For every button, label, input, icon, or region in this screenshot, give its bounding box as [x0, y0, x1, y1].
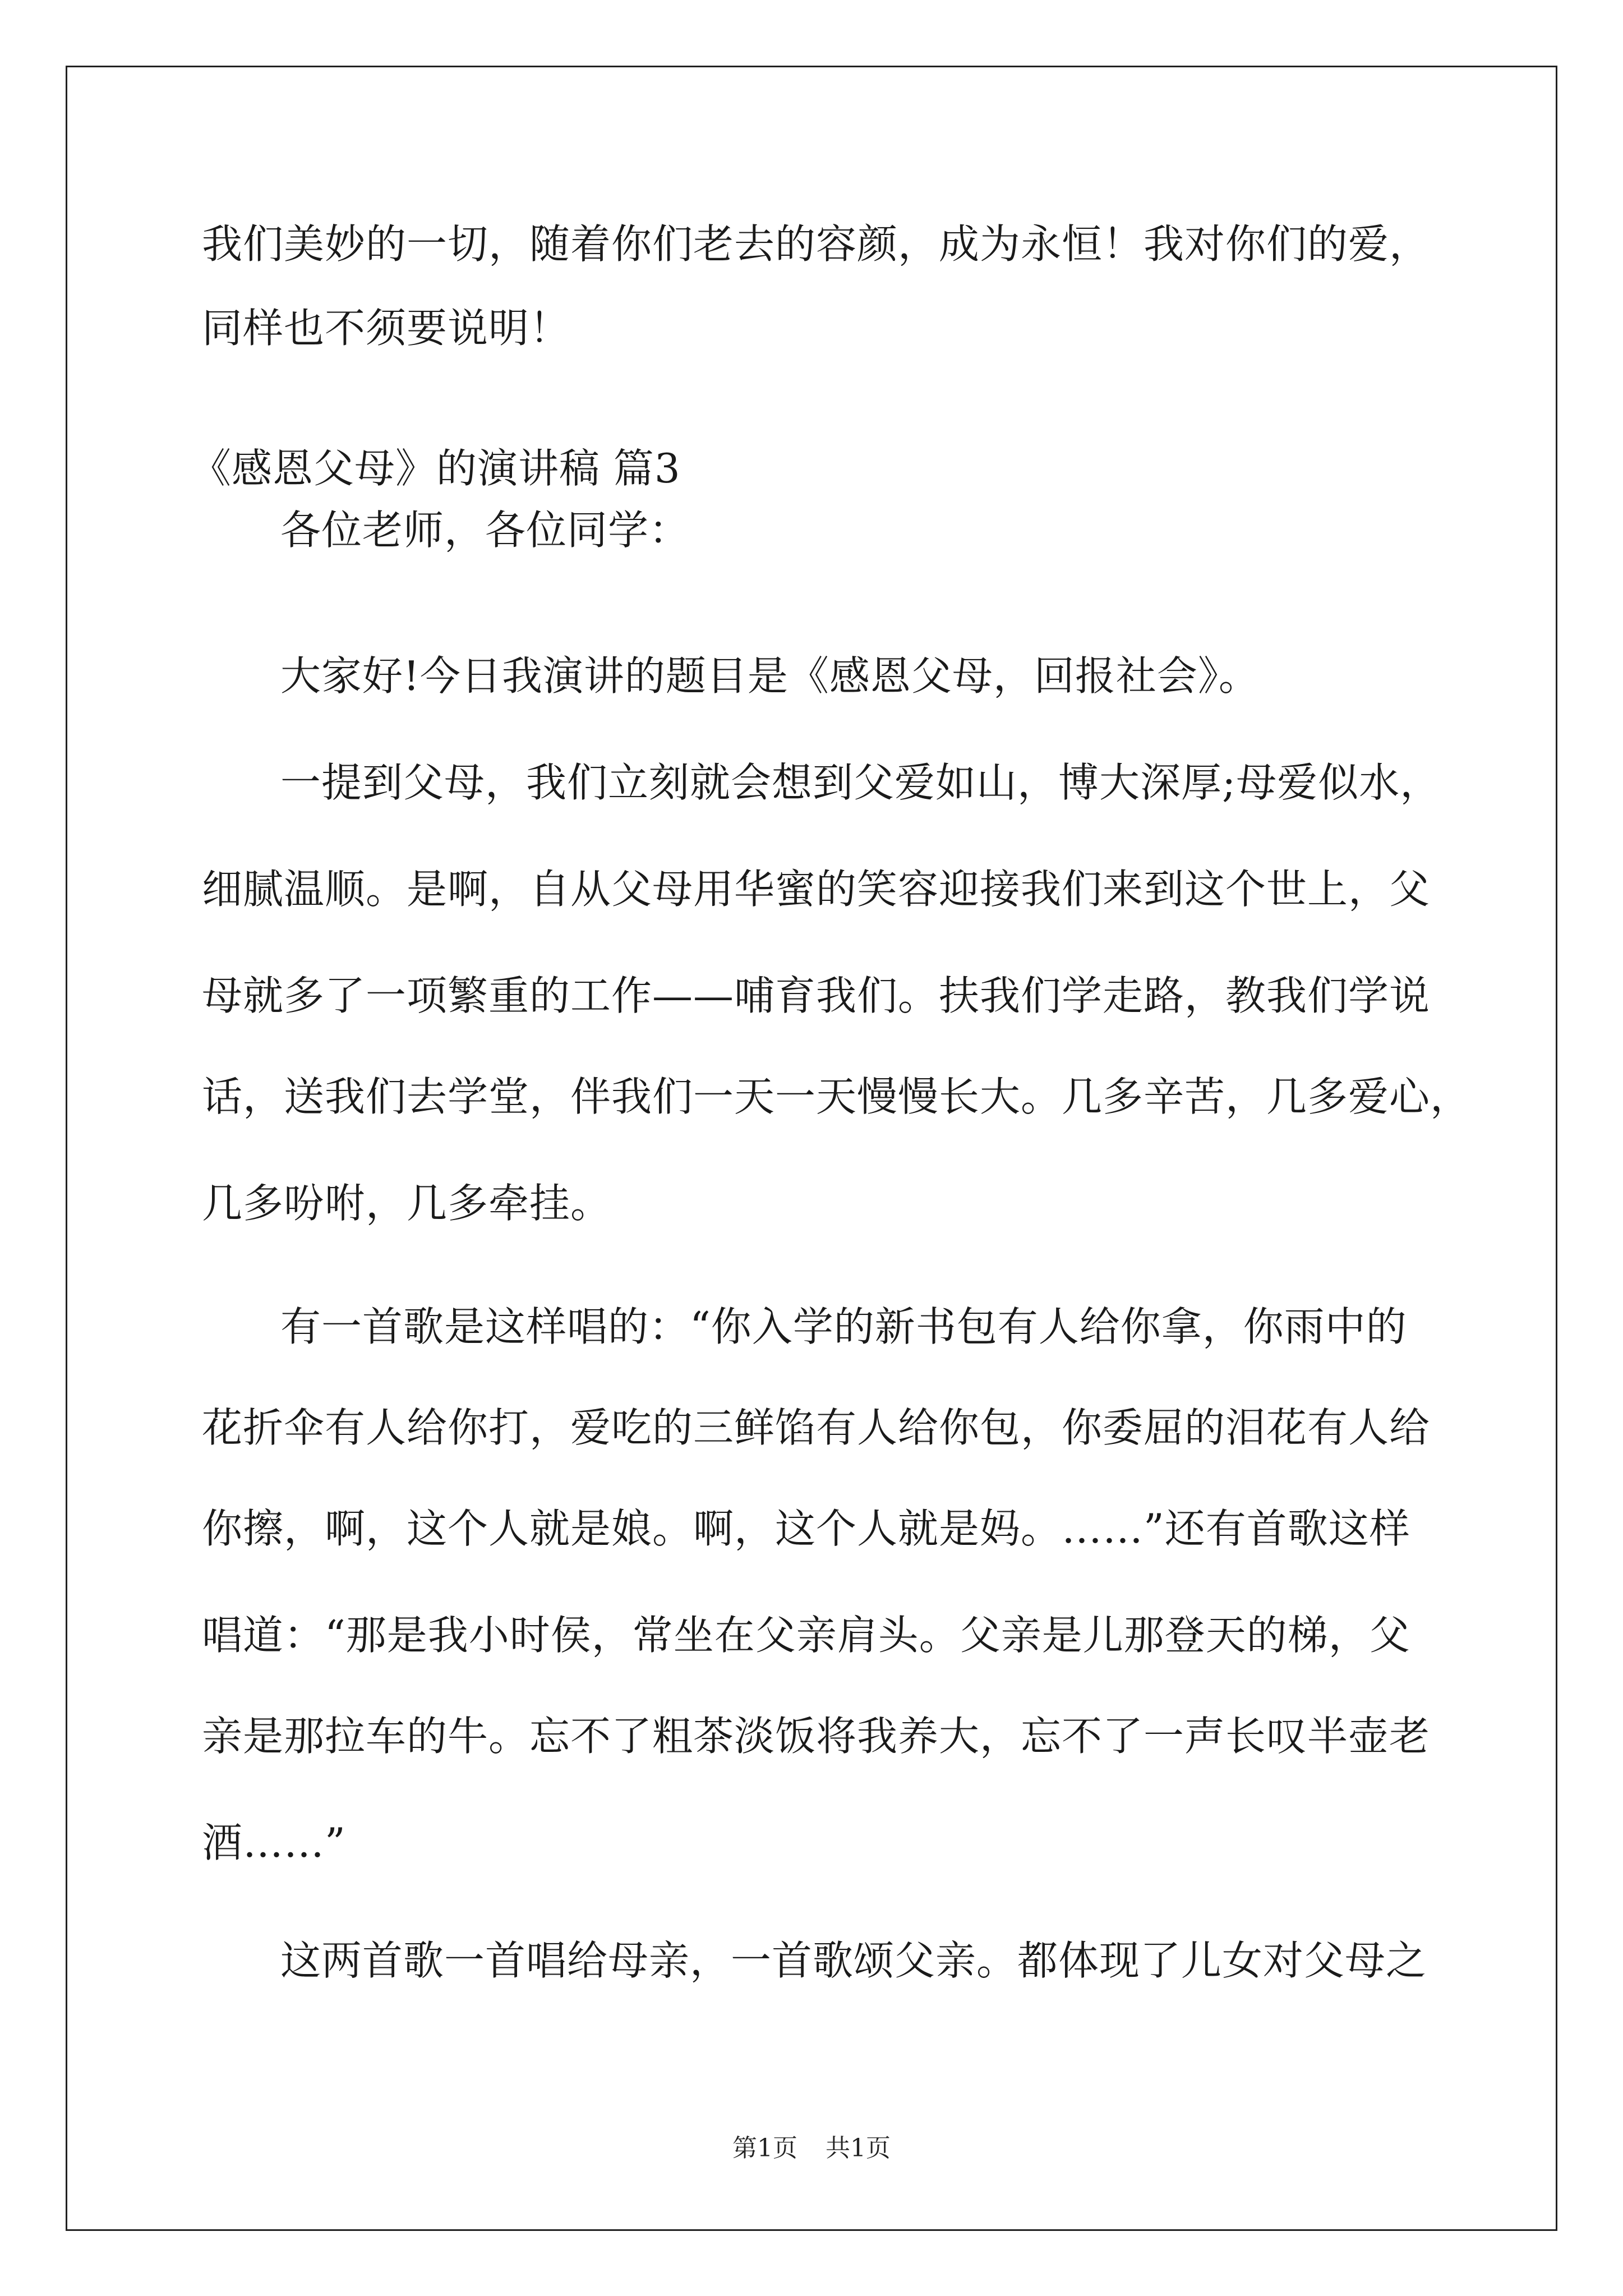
text-line: 花折伞有人给你打，爱吃的三鲜馅有人给你包，你委屈的泪花有人给 — [202, 1404, 1431, 1451]
text-line: 几多吩咐，几多牵挂。 — [202, 1180, 612, 1227]
text-line: 你擦，啊，这个人就是娘。啊，这个人就是妈。……”还有首歌这样 — [202, 1505, 1410, 1552]
text-line: 母就多了一项繁重的工作——哺育我们。扶我们学走路，教我们学说 — [202, 972, 1431, 1019]
text-line: 有一首歌是这样唱的：“你入学的新书包有人给你拿，你雨中的 — [280, 1303, 1407, 1350]
text-line: 同样也不须要说明！ — [202, 305, 571, 352]
text-line: 话，送我们去学堂，伴我们一天一天慢慢长大。几多辛苦，几多爱心， — [202, 1073, 1472, 1120]
page-total: 共1页 — [826, 2134, 891, 2162]
text-line: 亲是那拉车的牛。忘不了粗茶淡饭将我养大，忘不了一声长叹半壶老 — [202, 1713, 1431, 1760]
text-line: 唱道：“那是我小时侯，常坐在父亲肩头。父亲是儿那登天的梯，父 — [202, 1612, 1410, 1659]
greeting: 各位老师，各位同学： — [280, 507, 690, 554]
text-line: 细腻温顺。是啊，自从父母用华蜜的笑容迎接我们来到这个世上，父 — [202, 866, 1431, 913]
text-line: 这两首歌一首唱给母亲，一首歌颂父亲。都体现了儿女对父母之 — [280, 1937, 1427, 1984]
page-number: 第1页 — [732, 2134, 797, 2162]
text-line: 大家好!今日我演讲的题目是《感恩父母，回报社会》。 — [280, 652, 1260, 700]
section-heading: 《感恩父母》的演讲稿 篇3 — [191, 445, 681, 492]
page-border — [66, 66, 1557, 2231]
text-line: 我们美妙的一切，随着你们老去的容颜，成为永恒！我对你们的爱， — [202, 220, 1431, 268]
page-footer — [0, 2132, 1623, 2165]
text-line: 一提到父母，我们立刻就会想到父爱如山，博大深厚;母爱似水， — [280, 759, 1441, 806]
text-line: 酒……” — [202, 1819, 346, 1866]
